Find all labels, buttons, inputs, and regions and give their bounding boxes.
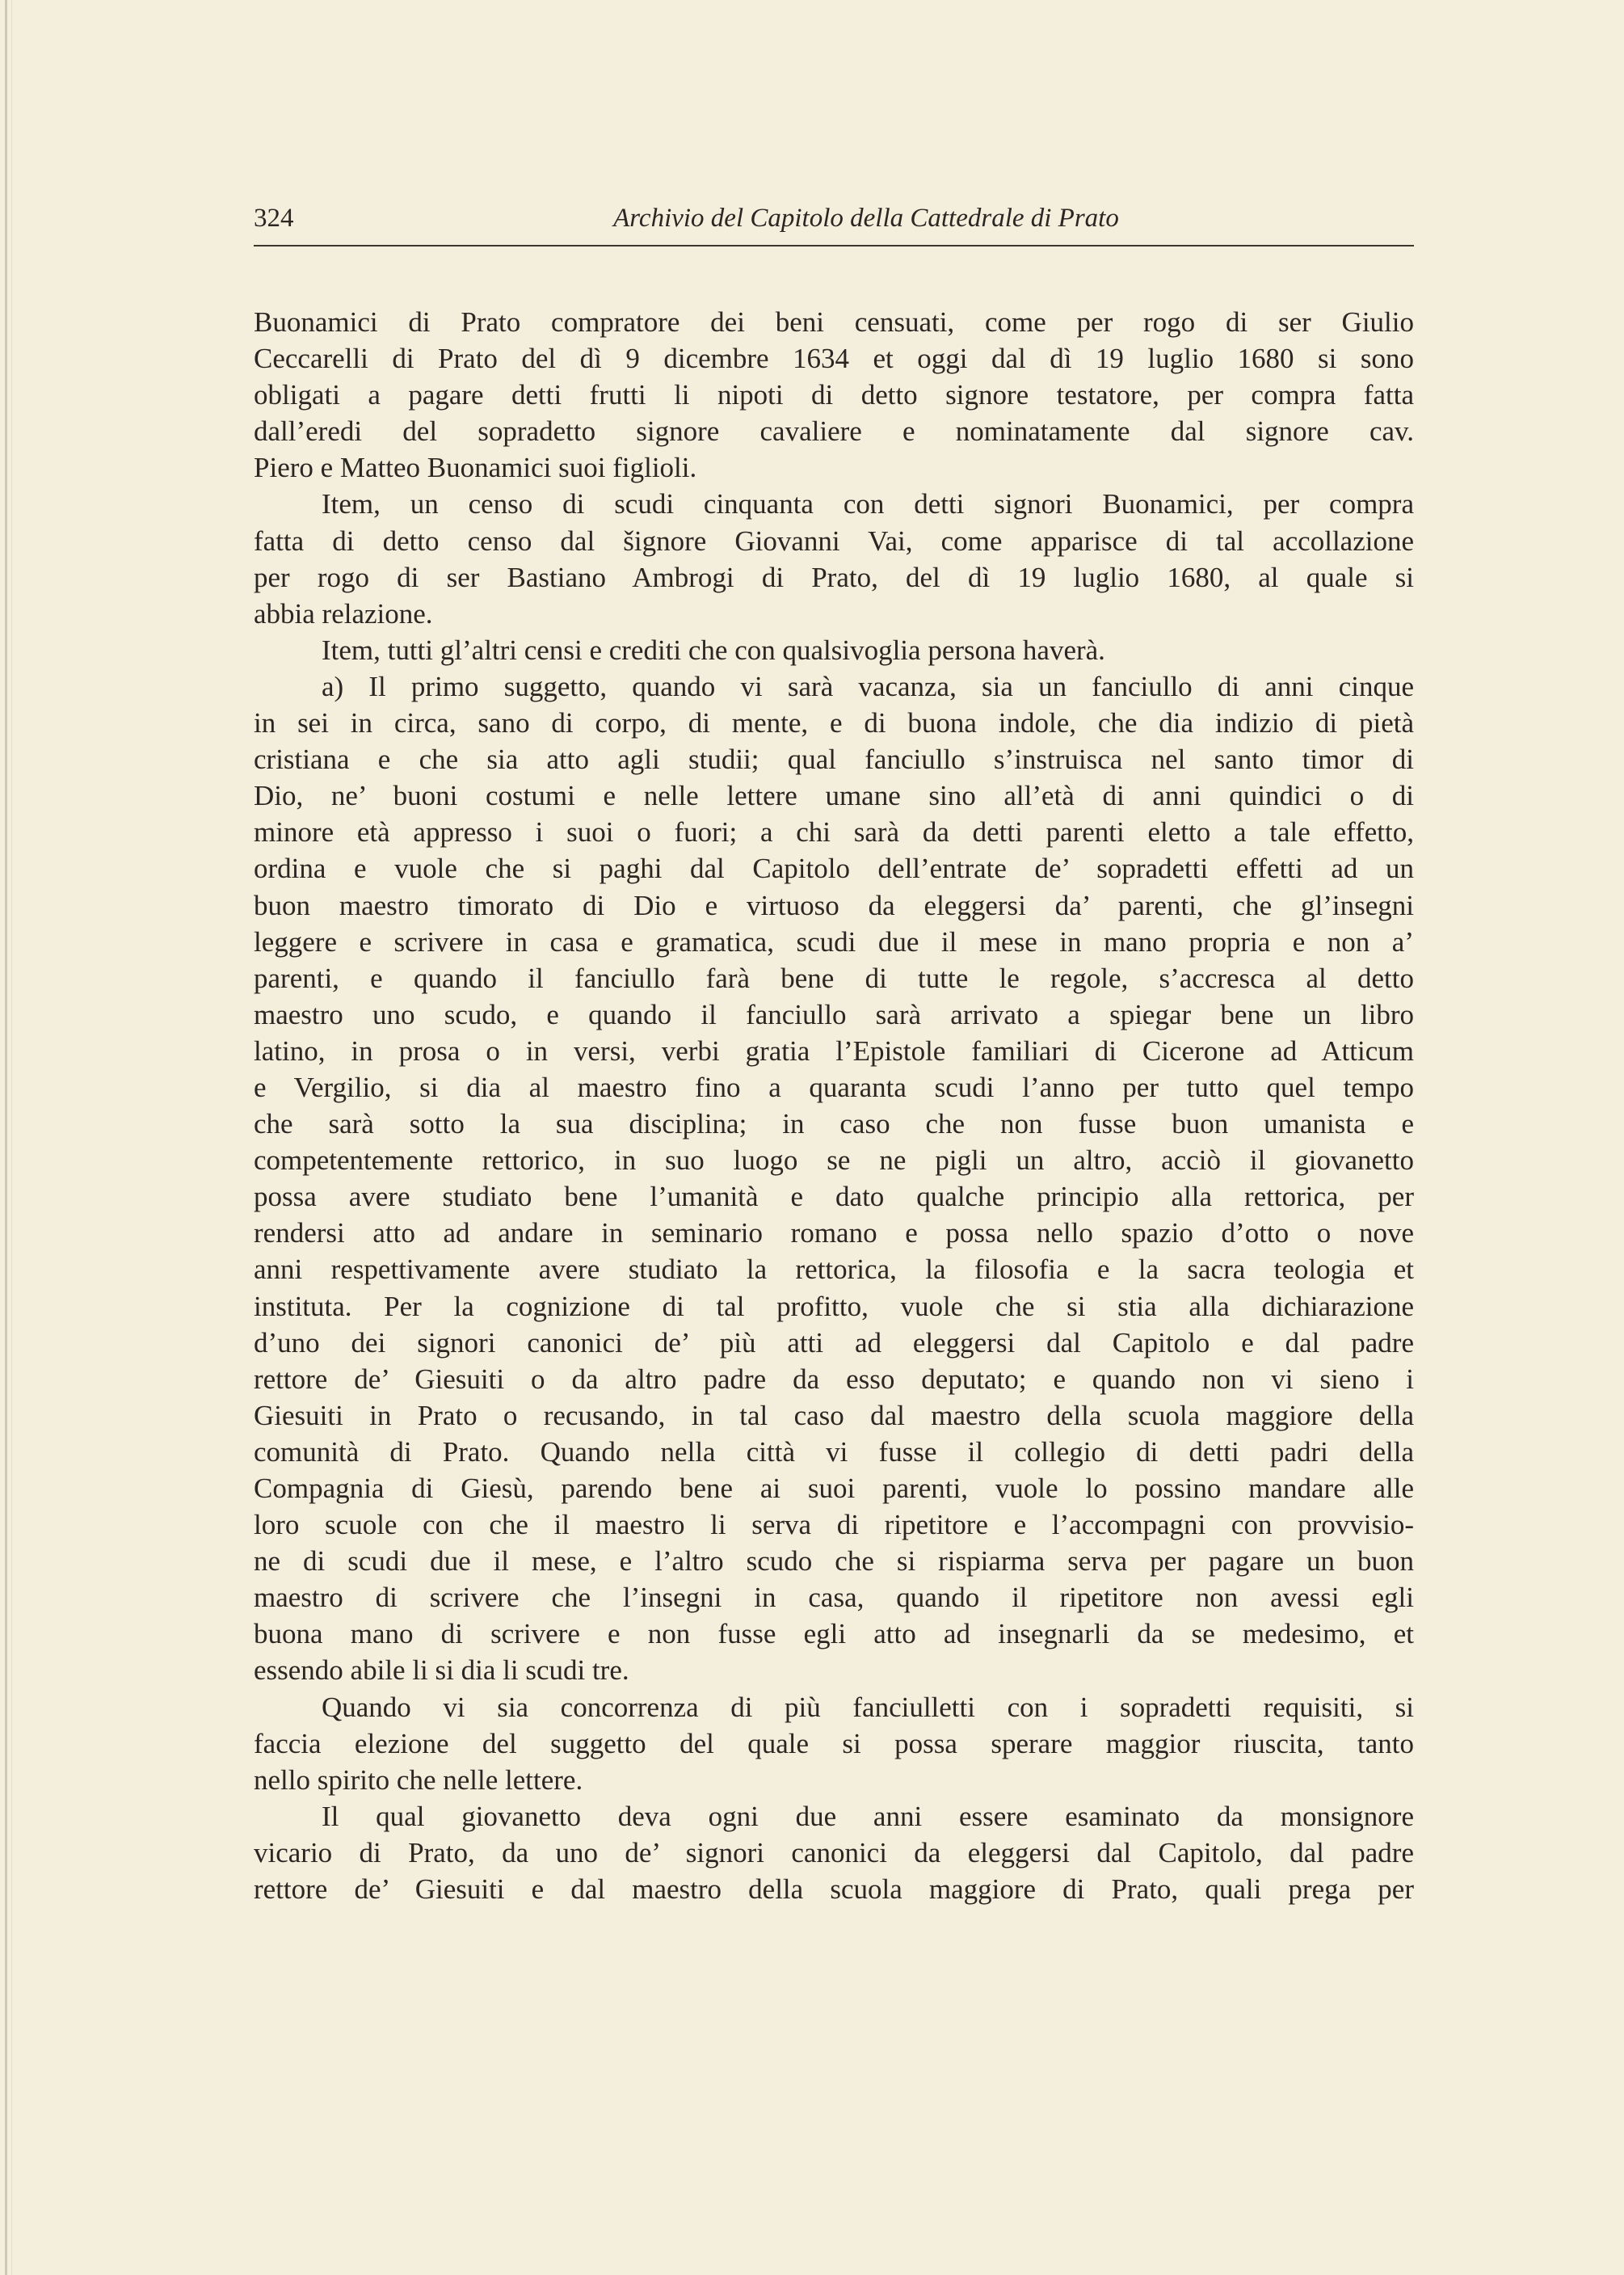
text-line: comunità di Prato. Quando nella città vi fusse il collegio di detti padri della — [254, 1435, 1414, 1468]
text-line: e Vergilio, si dia al maestro fino a quaranta scudi l’anno per tutto quel tempo — [254, 1071, 1414, 1103]
text-line: Item, un censo di scudi cinquanta con detti signori Buonamici, per compra — [322, 488, 1414, 520]
text-line: buon maestro timorato di Dio e virtuoso da eleggersi da’ parenti, che gl’insegni — [254, 889, 1414, 921]
text-line: maestro uno scudo, e quando il fanciullo sarà arrivato a spiegar bene un libro — [254, 998, 1414, 1030]
text-line: fatta di detto censo dal šignore Giovanni Vai, come apparisce di tal accollazione — [254, 525, 1414, 557]
text-line: anni respettivamente avere studiato la rettorica, la filosofia e la sacra teologia et — [254, 1253, 1414, 1286]
text-line: instituta. Per la cognizione di tal profitto, vuole che si stia alla dichiarazione — [254, 1290, 1414, 1322]
text-line: rettore de’ Giesuiti o da altro padre da esso deputato; e quando non vi sieno i — [254, 1363, 1414, 1395]
text-line: possa avere studiato bene l’umanità e dato qualche principio alla rettorica, per — [254, 1181, 1414, 1213]
text-line: in sei in circa, sano di corpo, di mente, e di buona indole, che dia indizio di pietà — [254, 707, 1414, 739]
text-line: Buonamici di Prato compratore dei beni censuati, come per rogo di ser Giulio — [254, 306, 1414, 338]
text-line: Dio, ne’ buoni costumi e nelle lettere umane sino all’età di anni quindici o di — [254, 780, 1414, 812]
text-line: loro scuole con che il maestro li serva di ripetitore e l’accompagni con provvisio- — [254, 1509, 1414, 1541]
paragraph — [254, 1689, 1414, 1798]
text-line: nello spirito che nelle lettere. — [254, 1763, 583, 1796]
text-line: essendo abile li si dia li scudi tre. — [254, 1654, 629, 1687]
text-line: minore età appresso i suoi o fuori; a chi sarà da detti parenti eletto a tale effetto, — [254, 816, 1414, 849]
text-line: dall’eredi del sopradetto signore cavaliere e nominatamente dal signore cav. — [254, 415, 1414, 448]
page-edge-shadow — [11, 0, 12, 2275]
text-line: rettore de’ Giesuiti e dal maestro della scuola maggiore di Prato, quali prega per — [254, 1873, 1414, 1906]
paragraph — [254, 304, 1414, 486]
text-line: per rogo di ser Bastiano Ambrogi di Prato, del dì 19 luglio 1680, al quale si — [254, 561, 1414, 593]
running-header — [254, 204, 1414, 244]
text-line: Piero e Matteo Buonamici suoi figlioli. — [254, 452, 697, 484]
header-rule — [254, 245, 1414, 246]
running-title: Archivio del Capitolo della Cattedrale di Prato — [613, 204, 1119, 233]
page-number: 324 — [254, 204, 294, 233]
text-line: d’uno dei signori canonici de’ più atti ad eleggersi dal Capitolo e dal padre — [254, 1326, 1414, 1359]
text-line: Ceccarelli di Prato del dì 9 dicembre 1634 et oggi dal dì 19 luglio 1680 si sono — [254, 343, 1414, 375]
text-line: Il qual giovanetto deva ogni due anni essere esaminato da monsignore — [322, 1800, 1414, 1832]
page-edge — [5, 0, 7, 2275]
text-line: vicario di Prato, da uno de’ signori canonici da eleggersi dal Capitolo, dal padre — [254, 1836, 1414, 1868]
text-line: Item, tutti gl’altri censi e crediti che con qualsivoglia persona haverà. — [322, 634, 1105, 666]
text-line: obligati a pagare detti frutti li nipoti di detto signore testatore, per compra fatta — [254, 379, 1414, 411]
text-line: a) Il primo suggetto, quando vi sarà vacanza, sia un fanciullo di anni cinque — [322, 670, 1414, 702]
text-line: che sarà sotto la sua disciplina; in caso che non fusse buon umanista e — [254, 1108, 1414, 1140]
paragraph — [254, 1798, 1414, 1907]
text-line: cristiana e che sia atto agli studii; qual fanciullo s’instruisca nel santo timor di — [254, 744, 1414, 776]
text-line: abbia relazione. — [254, 597, 433, 630]
text-line: faccia elezione del suggetto del quale si possa sperare maggior riuscita, tanto — [254, 1727, 1414, 1759]
text-line: competentemente rettorico, in suo luogo se ne pigli un altro, acciò il giovanetto — [254, 1144, 1414, 1177]
paragraph — [254, 668, 1414, 1689]
text-line: buona mano di scrivere e non fusse egli atto ad insegnarli da se medesimo, et — [254, 1618, 1414, 1650]
text-line: leggere e scrivere in casa e gramatica, scudi due il mese in mano propria e non a’ — [254, 925, 1414, 958]
text-line: maestro di scrivere che l’insegni in casa, quando il ripetitore non avessi egli — [254, 1582, 1414, 1614]
paragraph — [254, 632, 1414, 668]
text-line: rendersi atto ad andare in seminario romano e possa nello spazio d’otto o nove — [254, 1217, 1414, 1249]
body-text — [254, 304, 1414, 1907]
text-line: Giesuiti in Prato o recusando, in tal caso dal maestro della scuola maggiore della — [254, 1399, 1414, 1431]
text-line: ne di scudi due il mese, e l’altro scudo che si rispiarma serva per pagare un buon — [254, 1545, 1414, 1578]
text-line: ordina e vuole che si paghi dal Capitolo dell’entrate de’ sopradetti effetti ad un — [254, 853, 1414, 885]
text-line: Compagnia di Giesù, parendo bene ai suoi parenti, vuole lo possino mandare alle — [254, 1472, 1414, 1504]
text-line: latino, in prosa o in versi, verbi gratia l’Epistole familiari di Cicerone ad Atticum — [254, 1034, 1414, 1067]
text-line: Quando vi sia concorrenza di più fanciulletti con i sopradetti requisiti, si — [322, 1691, 1414, 1723]
text-line: parenti, e quando il fanciullo farà bene di tutte le regole, s’accresca al detto — [254, 962, 1414, 994]
paragraph — [254, 486, 1414, 631]
